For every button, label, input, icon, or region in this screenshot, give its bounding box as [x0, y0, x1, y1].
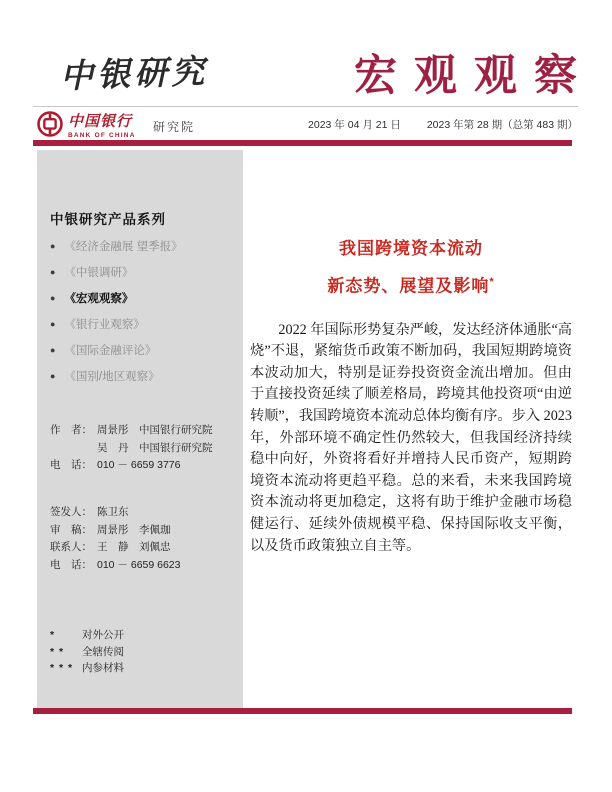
sidebar-item-label: 《中银调研》	[64, 267, 134, 279]
phone-label: 电 话：	[50, 459, 92, 471]
asterisk-icon: * *	[50, 645, 65, 658]
article-title-line1: 我国跨境资本流动	[339, 239, 483, 258]
issuer-row	[50, 504, 238, 522]
contact-value: 王 静 刘佩忠	[97, 541, 171, 553]
footnote-row	[50, 660, 124, 677]
article-title	[250, 236, 572, 299]
masthead-title: 宏观观察	[354, 53, 594, 100]
publication-date: 2023 年 04 月 21 日	[308, 119, 401, 131]
phone-row	[50, 557, 238, 575]
sidebar-item-international-finance-review	[50, 337, 235, 363]
department-name: 研究院	[153, 120, 196, 134]
reviewer-label: 审 稿：	[50, 523, 92, 536]
issue-info	[308, 117, 578, 132]
footnote-label: 对外公开	[82, 629, 124, 641]
author-label	[50, 440, 97, 458]
article	[250, 236, 572, 557]
phone-label: 电 话：	[50, 558, 92, 571]
sidebar-item-macro-observation	[50, 285, 235, 311]
issuer-value: 陈卫东	[97, 506, 129, 518]
bullet-icon: ●	[50, 240, 56, 251]
logo-row	[37, 110, 578, 140]
header-divider-line	[33, 106, 578, 107]
author-row	[50, 440, 238, 458]
author-value: 吴 丹 中国银行研究院	[97, 441, 213, 454]
brand-calligraphy-logo: 中银研究	[59, 51, 209, 96]
signoff-block	[50, 504, 238, 574]
author-label: 作 者：	[50, 424, 92, 436]
bullet-icon: ●	[50, 266, 56, 277]
series-title: 中银研究产品系列	[50, 212, 166, 227]
contact-label: 联系人：	[50, 541, 92, 553]
bank-name-en: BANK OF CHINA	[68, 132, 136, 139]
footnote-label: 内参材料	[82, 662, 124, 674]
issue-number: 2023 年第 28 期（总第 483 期）	[426, 119, 578, 131]
bullet-icon: ●	[50, 344, 56, 355]
phone-value: 010 － 6659 6623	[97, 558, 181, 571]
author-value: 周景彤 中国银行研究院	[97, 424, 213, 436]
contact-row	[50, 539, 238, 557]
bullet-icon: ●	[50, 318, 56, 329]
sidebar-item-banking-observation	[50, 311, 235, 337]
bank-name-cn: 中国银行	[68, 112, 133, 130]
sidebar-item-country-region-observation	[50, 363, 235, 389]
reviewer-value: 周景彤 李佩珈	[97, 523, 171, 536]
footnote-legend	[50, 627, 124, 677]
bottom-red-rule	[33, 708, 572, 714]
asterisk-icon: *	[50, 629, 56, 641]
sidebar-item-label: 《国别/地区观察》	[64, 371, 160, 383]
bullet-icon: ●	[50, 292, 56, 303]
article-abstract: 2022 年国际形势复杂严峻，发达经济体通胀“高烧”不退，紧缩货币政策不断加码，我国短期跨境资本波动加大，特别是证券投资资金流出增加。但由于直接投资延续了顺差格局，跨境其他投资项“由逆转顺”，我国跨境资本流动总体均衡有序。步入 2023 年，外部环境不确定性仍然较大，但我国经济持续稳中向好，外资将看好并增持人民币资产，短期跨境资本流动将更趋平稳。总的来看，未来我国跨境资本流动将更加稳定，这将有助于维护金融市场稳健运行、延续外债规模平稳、保持国际收支平衡，以及货币政策独立自主等。	[250, 321, 572, 554]
phone-value: 010 － 6659 3776	[97, 459, 181, 471]
article-title-line2: 新态势、展望及影响*	[327, 276, 495, 296]
reviewer-row	[50, 522, 238, 540]
sidebar-item-label: 《宏观观察》	[64, 293, 134, 305]
sidebar-item-boc-research	[50, 259, 235, 285]
footnote-mark: *	[489, 276, 495, 288]
footnote-label: 全辖传阅	[82, 645, 124, 658]
footnote-row	[50, 627, 124, 644]
footnote-row	[50, 644, 124, 661]
author-block	[50, 422, 238, 475]
bullet-icon: ●	[50, 370, 56, 381]
sidebar-item-economic-financial-outlook	[50, 233, 235, 259]
asterisk-icon: * * *	[50, 662, 74, 674]
bank-of-china-logo-icon	[37, 111, 63, 137]
phone-row	[50, 457, 238, 475]
sidebar-item-label: 《经济金融展 望季报》	[64, 241, 183, 253]
issuer-label: 签发人：	[50, 506, 92, 518]
series-list	[50, 233, 235, 389]
sidebar-item-label: 《国际金融评论》	[64, 345, 157, 357]
top-red-rule	[33, 140, 572, 146]
sidebar	[37, 150, 243, 708]
author-row	[50, 422, 238, 440]
bank-name-block	[68, 110, 158, 139]
sidebar-item-label: 《银行业观察》	[64, 319, 145, 331]
